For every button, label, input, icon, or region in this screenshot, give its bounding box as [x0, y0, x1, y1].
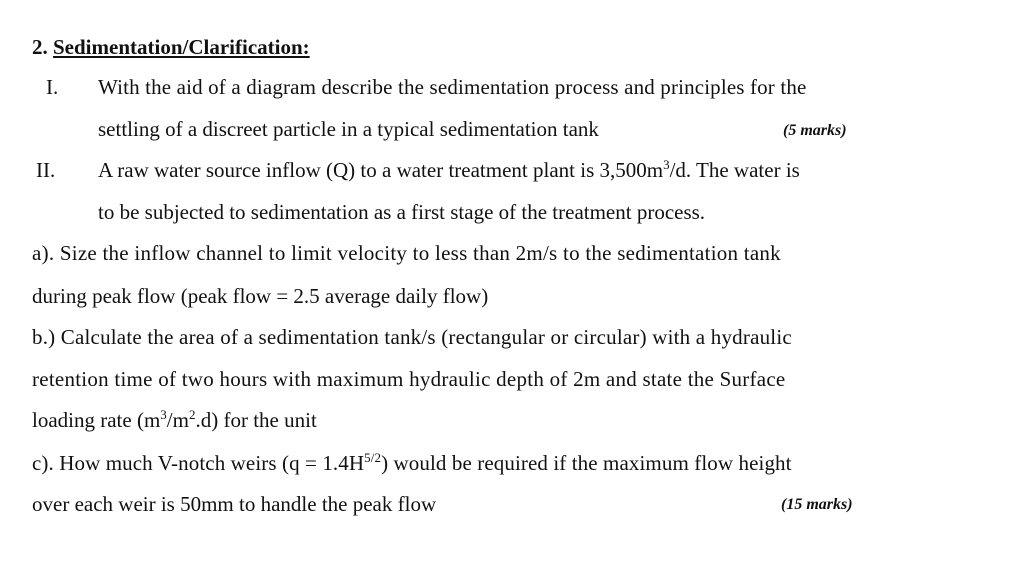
- question-title: Sedimentation/Clarification:: [53, 35, 310, 59]
- part-c-line-1-text-end: ) would be required if the maximum flow height: [381, 451, 792, 475]
- part-b-line-3: [32, 407, 317, 433]
- question-heading: [32, 34, 310, 60]
- part-b-superscript-1: 3: [160, 407, 167, 422]
- part-c-marks: (15 marks): [781, 496, 853, 513]
- part-b-line-3-text-end: .d) for the unit: [195, 408, 317, 432]
- part-b-line-2: retention time of two hours with maximum hydraulic depth of 2m and state the Surface: [32, 367, 786, 391]
- part-b-line-3-text-mid: /m: [166, 408, 189, 432]
- part-a-line-1: a). Size the inflow channel to limit velocity to less than 2m/s to the sedimentation tank: [32, 241, 781, 265]
- item-1-line-1: With the aid of a diagram describe the sedimentation process and principles for the: [98, 75, 807, 99]
- part-c-line-1: [32, 450, 792, 476]
- item-2-line-1: [98, 157, 800, 183]
- item-1-marks: (5 marks): [783, 122, 847, 139]
- question-number: 2.: [32, 35, 48, 59]
- part-c-line-2: over each weir is 50mm to handle the peak flow: [32, 492, 437, 516]
- item-2-numeral: II.: [36, 158, 56, 182]
- item-1-numeral: I.: [46, 75, 59, 99]
- part-c-superscript: 5/2: [364, 450, 382, 465]
- part-c-line-1-text: c). How much V-notch weirs (q = 1.4H: [32, 451, 365, 475]
- item-2-line-1-superscript: 3: [663, 157, 670, 172]
- item-2-line-1-text: A raw water source inflow (Q) to a water treatment plant is 3,500m: [98, 158, 664, 182]
- part-b-superscript-2: 2: [188, 407, 196, 422]
- item-1-line-2: settling of a discreet particle in a typical sedimentation tank: [98, 117, 599, 141]
- item-2-line-1-text-end: /d. The water is: [669, 158, 800, 182]
- part-b-line-1: b.) Calculate the area of a sedimentation tank/s (rectangular or circular) with a hydraulic: [32, 325, 792, 349]
- part-b-line-3-text: loading rate (m: [32, 408, 161, 432]
- item-2-line-2: to be subjected to sedimentation as a first stage of the treatment process.: [98, 200, 706, 224]
- part-a-line-2: during peak flow (peak flow = 2.5 average daily flow): [32, 284, 489, 308]
